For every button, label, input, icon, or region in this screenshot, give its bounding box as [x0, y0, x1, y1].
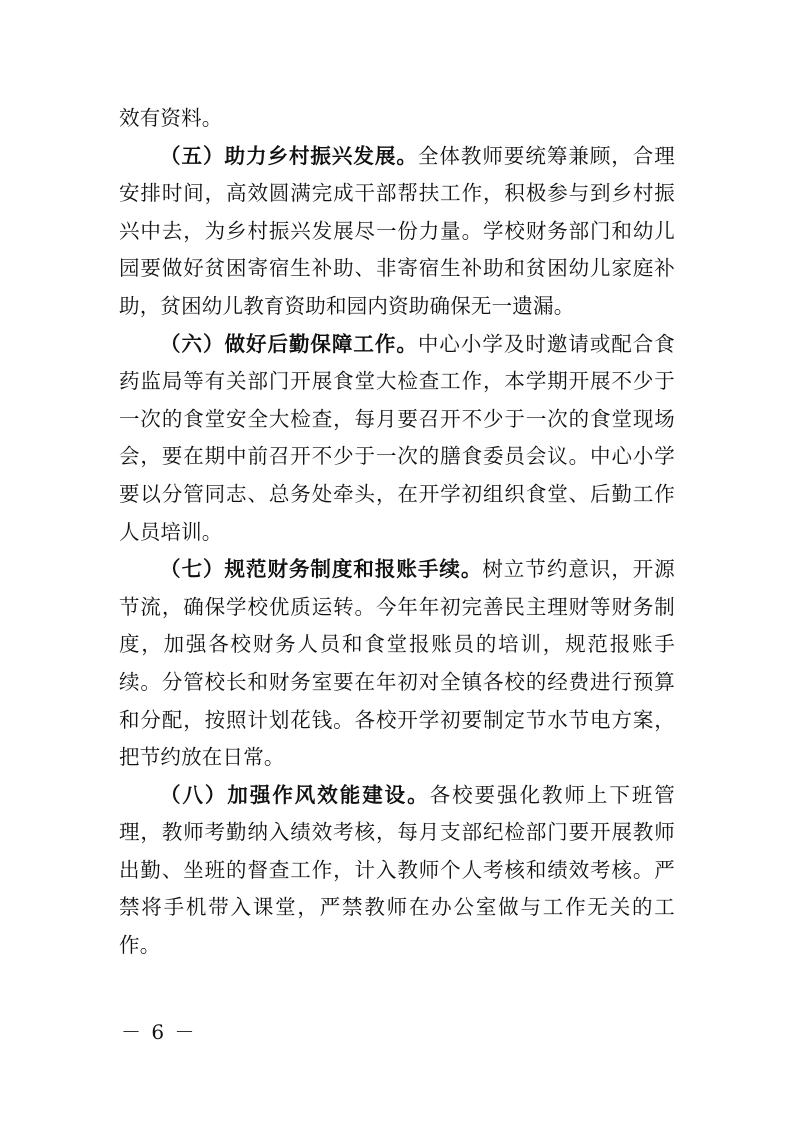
page-number: － 6 －: [121, 1020, 197, 1044]
paragraph-body: 各校要强化教师上下班管理，教师考勤纳入绩效考核，每月支部纪检部门要开展教师出勤、坐班的督查工作，计入教师个人考核和绩效考核。严禁将手机带入课堂，严禁教师在办公室做与工作无关的工作。: [119, 782, 676, 958]
section-heading: （六）做好后勤保障工作。: [160, 331, 418, 356]
paragraph-body: 中心小学及时邀请或配合食药监局等有关部门开展食堂大检查工作，本学期开展不少于一次的食堂安全大检查，每月要召开不少于一次的食堂现场会，要在期中前召开不少于一次的膳食委员会议。中心小学要以分管同志、总务处牵头，在开学初组织食堂、后勤工作人员培训。: [119, 331, 675, 544]
section-heading: （五）助力乡村振兴发展。: [160, 143, 418, 168]
paragraph-section-6: [119, 326, 675, 552]
paragraph-body: 效有资料。: [119, 106, 223, 130]
paragraph-continuation: [119, 100, 675, 138]
section-heading: （八）加强作风效能建设。: [160, 782, 430, 807]
section-heading: （七）规范财务制度和报账手续。: [160, 557, 483, 582]
paragraph-body: 全体教师要统筹兼顾，合理安排时间，高效圆满完成干部帮扶工作，积极参与到乡村振兴中去，为乡村振兴发展尽一份力量。学校财务部门和幼儿园要做好贫困寄宿生补助、非寄宿生补助和贫困幼儿家庭补助，贫困幼儿教育资助和园内资助确保无一遗漏。: [119, 143, 675, 318]
paragraph-section-8: [119, 777, 675, 965]
paragraph-section-5: [119, 138, 675, 326]
paragraph-section-7: [119, 551, 675, 777]
document-body: [119, 100, 675, 965]
paragraph-body: 树立节约意识，开源节流，确保学校优质运转。今年年初完善民主理财等财务制度，加强各校财务人员和食堂报账员的培训，规范报账手续。分管校长和财务室要在年初对全镇各校的经费进行预算和分配，按照计划花钱。各校开学初要制定节水节电方案，把节约放在日常。: [119, 557, 676, 770]
